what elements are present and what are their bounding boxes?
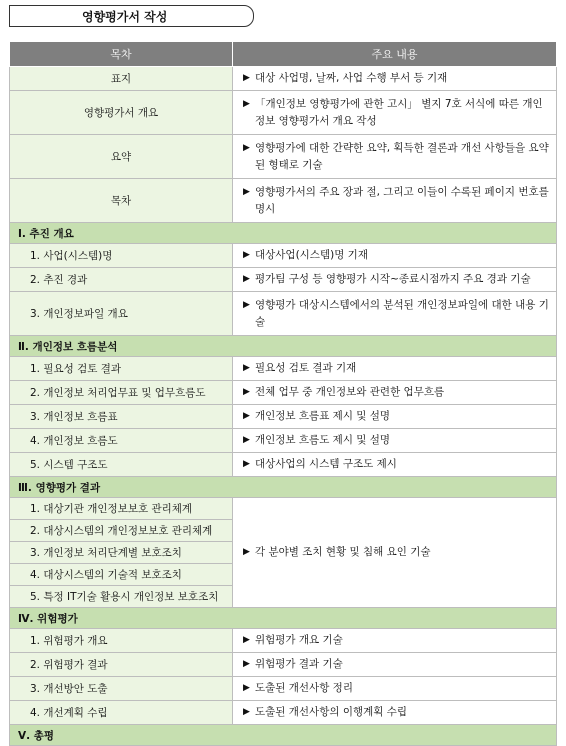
- section-row: [10, 336, 557, 357]
- arrow-icon: ▶: [243, 459, 250, 469]
- section-heading: Ⅲ. 영향평가 결과: [10, 477, 557, 498]
- arrow-icon: ▶: [243, 274, 250, 284]
- arrow-icon: ▶: [243, 98, 250, 109]
- row-desc: 평가팀 구성 등 영향평가 시작~종료시점까지 주요 경과 기술: [255, 273, 531, 285]
- row-desc: 영향평가 대상시스템에서의 분석된 개인정보파일에 대한 내용 기술: [255, 298, 549, 328]
- row-label: 2. 개인정보 처리업무표 및 업무흐름도: [10, 381, 233, 405]
- row-label: 2. 추진 경과: [10, 268, 233, 292]
- toc-table: [9, 41, 557, 746]
- row-desc: 영향평가서의 주요 장과 절, 그리고 이들이 수록된 페이지 번호를 명시: [255, 185, 549, 215]
- table-row: [10, 629, 557, 653]
- table-row: [10, 67, 557, 91]
- row-desc: 영향평가에 대한 간략한 요약, 획득한 결론과 개선 사항들을 요약된 형태로 기술: [255, 141, 549, 171]
- row-desc: 개인정보 흐름도 제시 및 설명: [255, 434, 391, 446]
- row-desc: 위험평가 결과 기술: [255, 658, 343, 670]
- row-label: 4. 개선계획 수립: [10, 701, 233, 725]
- table-row: [10, 498, 557, 520]
- row-label: 4. 대상시스템의 기술적 보호조치: [10, 564, 233, 586]
- row-label: 요약: [10, 135, 233, 179]
- row-label: 3. 개인정보파일 개요: [10, 292, 233, 336]
- row-desc: 전체 업무 중 개인정보와 관련한 업무흐름: [255, 386, 445, 398]
- section-heading: Ⅳ. 위험평가: [10, 608, 557, 629]
- row-label: 5. 시스템 구조도: [10, 453, 233, 477]
- row-desc: 대상사업(시스템)명 기재: [255, 249, 368, 261]
- table-row: [10, 268, 557, 292]
- row-desc: 필요성 검토 결과 기재: [255, 362, 357, 374]
- row-desc: 각 분야별 조치 현황 및 침해 요인 기술: [255, 546, 431, 558]
- table-row: [10, 381, 557, 405]
- row-label: 1. 필요성 검토 결과: [10, 357, 233, 381]
- section-row: [10, 608, 557, 629]
- table-row: [10, 244, 557, 268]
- table-row: [10, 653, 557, 677]
- arrow-icon: ▶: [243, 142, 250, 153]
- table-row: [10, 135, 557, 179]
- row-desc: 도출된 개선사항 정리: [255, 682, 353, 694]
- row-label: 3. 개인정보 처리단계별 보호조치: [10, 542, 233, 564]
- section-row: [10, 477, 557, 498]
- arrow-icon: ▶: [243, 363, 250, 373]
- row-label: 목차: [10, 179, 233, 223]
- header-content: 주요 내용: [233, 42, 557, 67]
- arrow-icon: ▶: [243, 387, 250, 397]
- row-label: 영향평가서 개요: [10, 91, 233, 135]
- row-desc: 위험평가 개요 기술: [255, 634, 343, 646]
- arrow-icon: ▶: [243, 707, 250, 717]
- table-row: [10, 292, 557, 336]
- table-row: [10, 357, 557, 381]
- arrow-icon: ▶: [243, 73, 250, 83]
- row-label: 1. 사업(시스템)명: [10, 244, 233, 268]
- header-toc: 목차: [10, 42, 233, 67]
- row-label: 4. 개인정보 흐름도: [10, 429, 233, 453]
- row-desc: 대상사업의 시스템 구조도 제시: [255, 458, 397, 470]
- section-heading: Ⅱ. 개인정보 흐름분석: [10, 336, 557, 357]
- section-title-box: [9, 5, 254, 27]
- row-label: 표지: [10, 67, 233, 91]
- arrow-icon: ▶: [243, 659, 250, 669]
- arrow-icon: ▶: [243, 299, 250, 310]
- row-label: 5. 특정 IT기술 활용시 개인정보 보호조치: [10, 586, 233, 608]
- arrow-icon: ▶: [243, 250, 250, 260]
- arrow-icon: ▶: [243, 435, 250, 445]
- row-label: 1. 대상기관 개인정보보호 관리체계: [10, 498, 233, 520]
- row-desc: 「개인정보 영향평가에 관한 고시」 별지 7호 서식에 따른 개인정보 영향평가서 개요 작성: [255, 97, 543, 127]
- table-row: [10, 701, 557, 725]
- table-row: [10, 677, 557, 701]
- section-title: 영향평가서 작성: [82, 9, 168, 24]
- section-heading: Ⅰ. 추진 개요: [10, 223, 557, 244]
- table-row: [10, 179, 557, 223]
- section-row: [10, 223, 557, 244]
- table-row: [10, 405, 557, 429]
- row-label: 2. 위험평가 결과: [10, 653, 233, 677]
- section-heading: Ⅴ. 총평: [10, 725, 557, 746]
- arrow-icon: ▶: [243, 186, 250, 197]
- arrow-icon: ▶: [243, 635, 250, 645]
- arrow-icon: ▶: [243, 683, 250, 693]
- row-desc: 대상 사업명, 날짜, 사업 수행 부서 등 기재: [255, 72, 448, 84]
- table-row: [10, 91, 557, 135]
- row-label: 3. 개선방안 도출: [10, 677, 233, 701]
- row-desc: 개인정보 흐름표 제시 및 설명: [255, 410, 391, 422]
- table-header-row: [10, 42, 557, 67]
- arrow-icon: ▶: [243, 547, 250, 557]
- table-row: [10, 429, 557, 453]
- row-label: 3. 개인정보 흐름표: [10, 405, 233, 429]
- row-label: 1. 위험평가 개요: [10, 629, 233, 653]
- row-label: 2. 대상시스템의 개인정보보호 관리체계: [10, 520, 233, 542]
- arrow-icon: ▶: [243, 411, 250, 421]
- section-row: [10, 725, 557, 746]
- table-row: [10, 453, 557, 477]
- row-desc: 도출된 개선사항의 이행계획 수립: [255, 706, 408, 718]
